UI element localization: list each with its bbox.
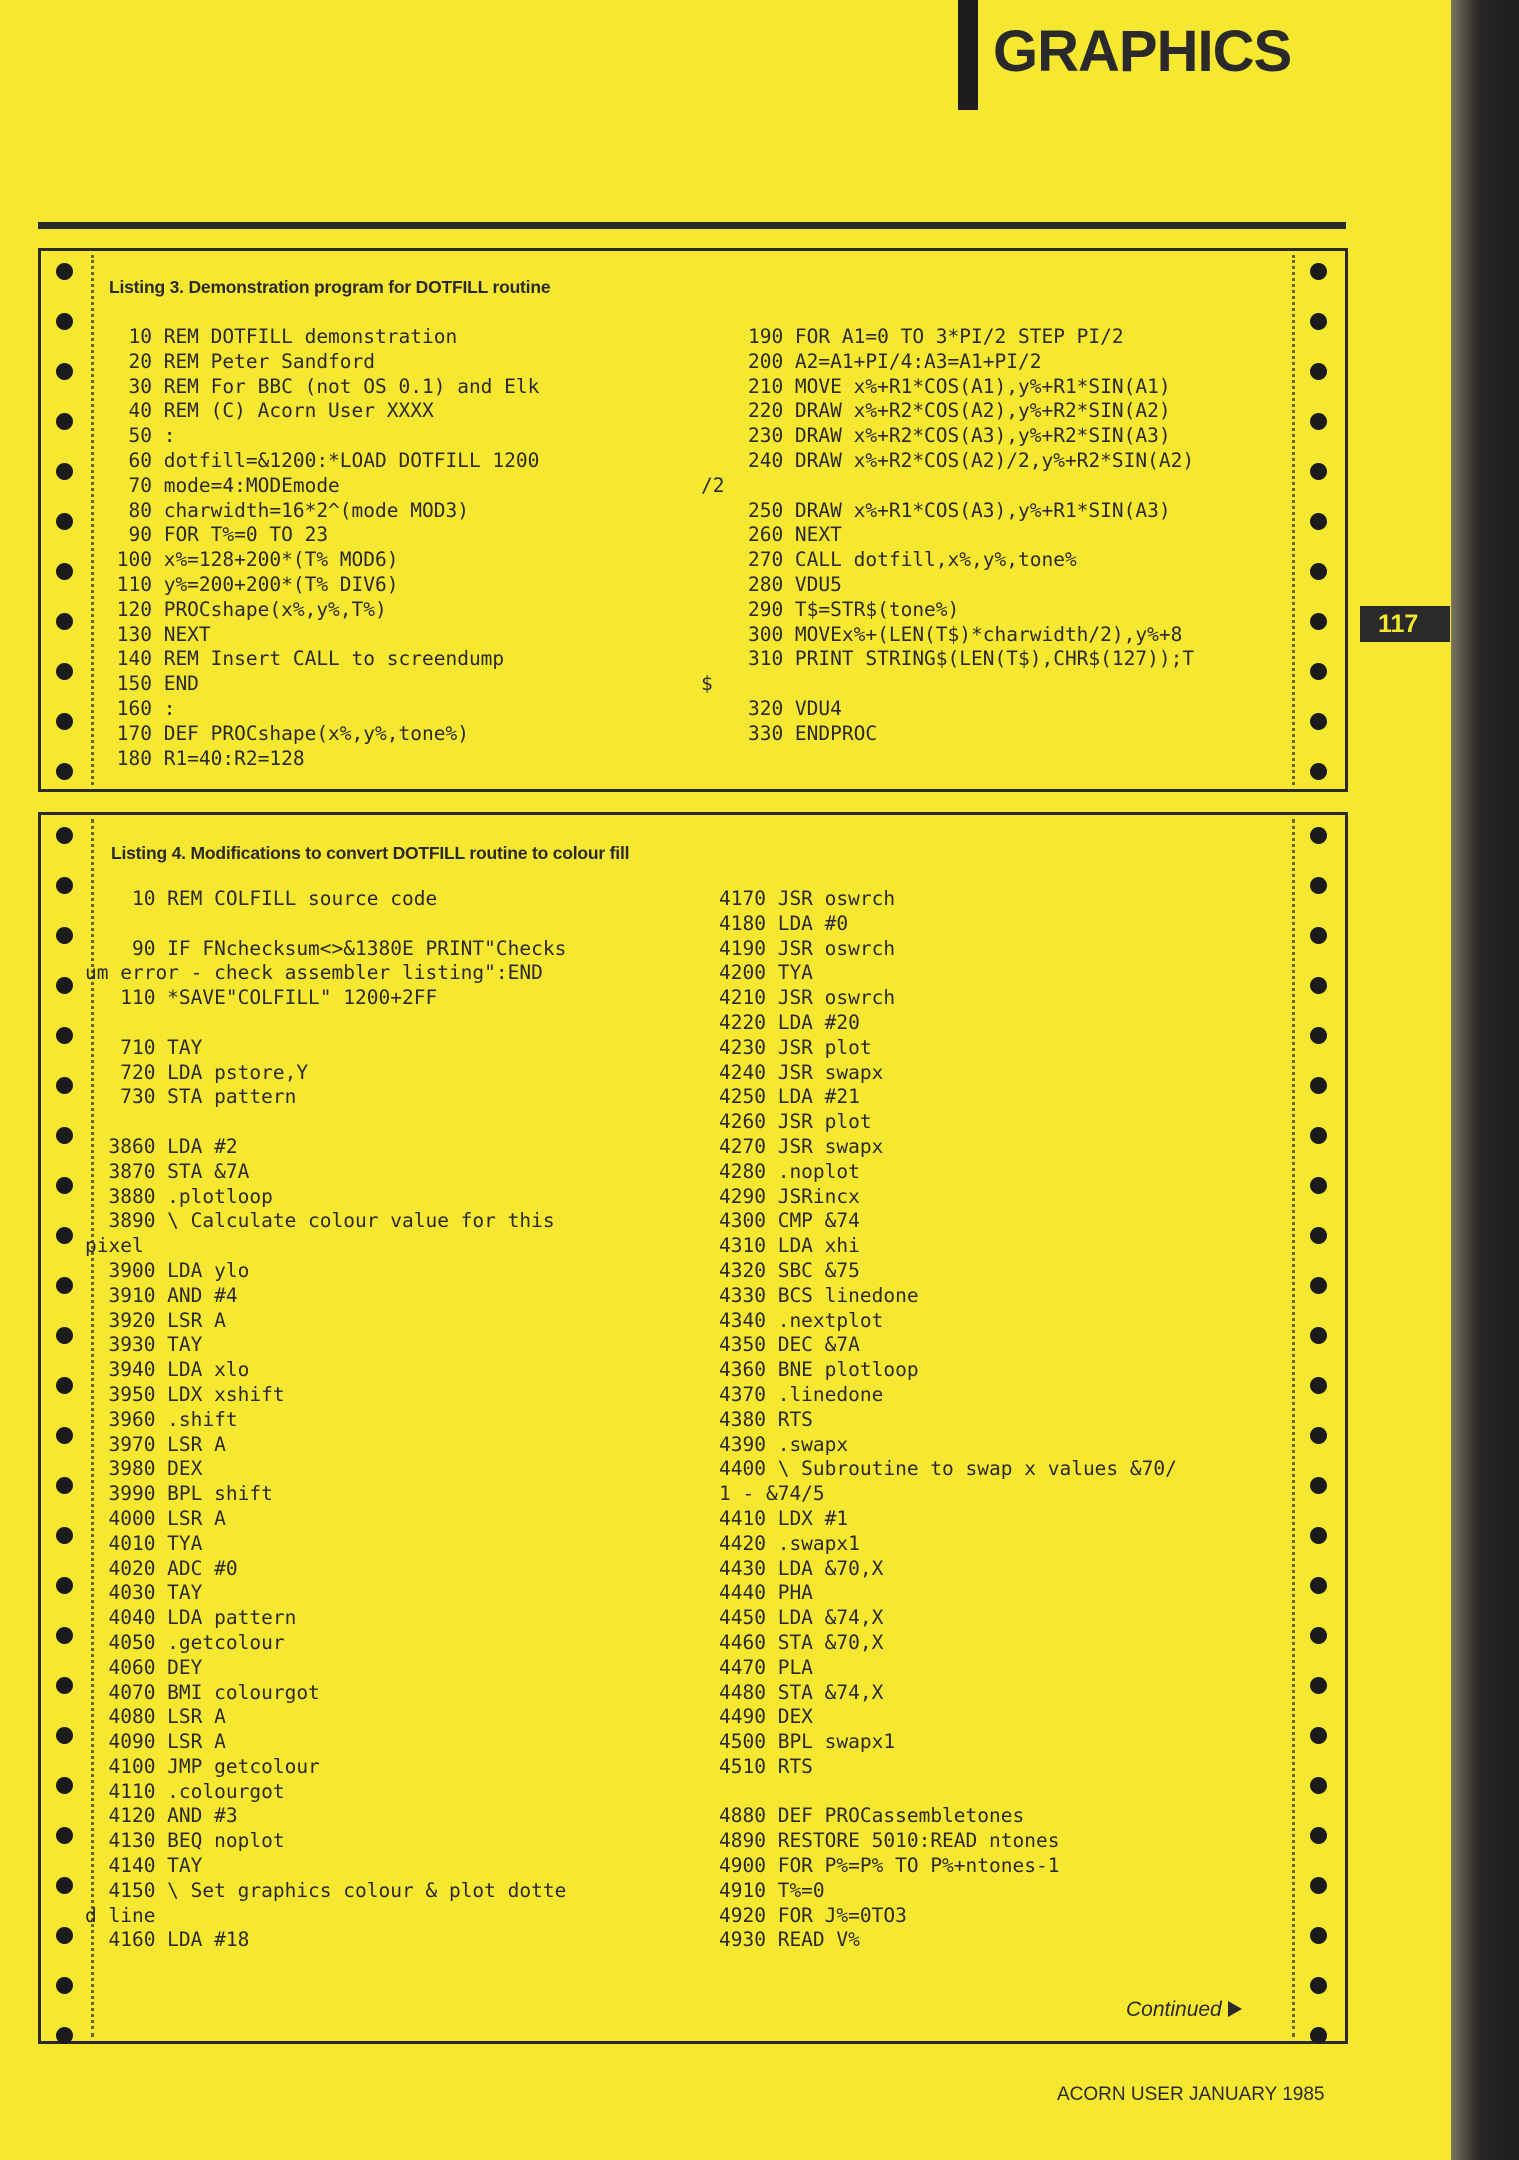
sprocket-hole [1310, 1677, 1327, 1694]
sprocket-hole [56, 463, 73, 480]
listing-4-code-left: 10 REM COLFILL source code 90 IF FNchecksum<>&1380E PRINT"Checks um error - check assembler listing":END 110 *SAVE"COLFILL" 1200+2FF 710 TAY 720 LDA pstore,Y 730 STA pattern 3860 LDA #2 3870 STA &7A 3880 .plotloop 3890 \ Calculate colour value for this pixel 3900 LDA ylo 3910 AND #4 3920 LSR A 3930 TAY 3940 LDA xlo 3950 LDX xshift 3960 .shift 3970 LSR A 3980 DEX 3990 BPL shift 4000 LSR A 4010 TYA 4020 ADC #0 4030 TAY 4040 LDA pattern 4050 .getcolour 4060 DEY 4070 BMI colourgot 4080 LSR A 4090 LSR A 4100 JMP getcolour 4110 .colourgot 4120 AND #3 4130 BEQ noplot 4140 TAY 4150 \ Set graphics colour & plot dotte d line 4160 LDA #18 [85, 887, 567, 1952]
sprocket-hole [1310, 613, 1327, 630]
sprocket-hole [1310, 463, 1327, 480]
listing-3-code-right: 190 FOR A1=0 TO 3*PI/2 STEP PI/2 200 A2=A1+PI/4:A3=A1+PI/2 210 MOVE x%+R1*COS(A1),y%+R1*SIN(A1) 220 DRAW x%+R2*COS(A2),y%+R2*SIN(A2) 230 DRAW x%+R2*COS(A3),y%+R2*SIN(A3) 240 DRAW x%+R2*COS(A2)/2,y%+R2*SIN(A2) /2 250 DRAW x%+R1*COS(A3),y%+R1*SIN(A3) 260 NEXT 270 CALL dotfill,x%,y%,tone% 280 VDU5 290 T$=STR$(tone%) 300 MOVEx%+(LEN(T$)*charwidth/2),y%+8 310 PRINT STRING$(LEN(T$),CHR$(127));T $ 320 VDU4 330 ENDPROC [701, 325, 1195, 745]
sprocket-hole [1310, 877, 1327, 894]
sprocket-hole [1310, 1977, 1327, 1994]
left-perforation [51, 815, 81, 2041]
sprocket-hole [56, 977, 73, 994]
sprocket-hole [56, 1927, 73, 1944]
listing-4-title: Listing 4. Modifications to convert DOTFILL routine to colour fill [111, 843, 630, 863]
sprocket-hole [1310, 763, 1327, 780]
sprocket-hole [56, 563, 73, 580]
sprocket-hole [56, 763, 73, 780]
sprocket-hole [1310, 1627, 1327, 1644]
sprocket-hole [1310, 713, 1327, 730]
sprocket-hole [56, 413, 73, 430]
sprocket-hole [1310, 977, 1327, 994]
sprocket-hole [1310, 1477, 1327, 1494]
header-block [958, 0, 978, 110]
perforation-line [1292, 255, 1295, 785]
sprocket-hole [56, 1727, 73, 1744]
perforation-line [1292, 819, 1295, 2037]
sprocket-hole [1310, 413, 1327, 430]
sprocket-hole [1310, 2027, 1327, 2044]
left-perforation [51, 251, 81, 789]
sprocket-hole [56, 1877, 73, 1894]
sprocket-hole [56, 1277, 73, 1294]
listing-3-title: Listing 3. Demonstration program for DOTFILL routine [109, 277, 551, 297]
sprocket-hole [56, 713, 73, 730]
sprocket-hole [56, 1027, 73, 1044]
sprocket-hole [56, 927, 73, 944]
sprocket-hole [1310, 1127, 1327, 1144]
sprocket-hole [1310, 1877, 1327, 1894]
sprocket-hole [1310, 1277, 1327, 1294]
footer-publication: ACORN USER JANUARY 1985 [1057, 2084, 1325, 2105]
sprocket-hole [1310, 1577, 1327, 1594]
sprocket-hole [1310, 1377, 1327, 1394]
section-title: GRAPHICS [993, 19, 1292, 84]
header-rule [38, 222, 1346, 229]
sprocket-hole [56, 1577, 73, 1594]
page-number: 117 [1360, 606, 1450, 642]
listing-4-panel [38, 812, 1348, 2044]
sprocket-hole [56, 1127, 73, 1144]
sprocket-hole [56, 1377, 73, 1394]
listing-3-panel [38, 248, 1348, 792]
sprocket-hole [56, 1477, 73, 1494]
page-gutter-shadow [1451, 0, 1519, 2160]
arrow-right-icon [1228, 2001, 1242, 2017]
sprocket-hole [56, 1077, 73, 1094]
sprocket-hole [56, 663, 73, 680]
sprocket-hole [56, 1777, 73, 1794]
perforation-line [91, 255, 94, 785]
sprocket-hole [1310, 1227, 1327, 1244]
sprocket-hole [1310, 663, 1327, 680]
sprocket-hole [1310, 1027, 1327, 1044]
continued-label: Continued [1126, 1998, 1222, 2021]
right-perforation [1305, 815, 1335, 2041]
sprocket-hole [1310, 1327, 1327, 1344]
sprocket-hole [56, 1427, 73, 1444]
sprocket-hole [56, 877, 73, 894]
sprocket-hole [56, 363, 73, 380]
sprocket-hole [1310, 313, 1327, 330]
sprocket-hole [1310, 1077, 1327, 1094]
sprocket-hole [56, 1327, 73, 1344]
continued-link[interactable] [1126, 1998, 1242, 2022]
sprocket-hole [1310, 1777, 1327, 1794]
sprocket-hole [56, 613, 73, 630]
sprocket-hole [56, 1677, 73, 1694]
sprocket-hole [1310, 1727, 1327, 1744]
sprocket-hole [1310, 827, 1327, 844]
sprocket-hole [1310, 1527, 1327, 1544]
sprocket-hole [1310, 1427, 1327, 1444]
sprocket-hole [1310, 563, 1327, 580]
sprocket-hole [56, 1627, 73, 1644]
sprocket-hole [56, 313, 73, 330]
sprocket-hole [56, 1527, 73, 1544]
sprocket-hole [1310, 263, 1327, 280]
sprocket-hole [1310, 927, 1327, 944]
sprocket-hole [1310, 1827, 1327, 1844]
sprocket-hole [56, 1177, 73, 1194]
listing-4-code-right: 4170 JSR oswrch 4180 LDA #0 4190 JSR oswrch 4200 TYA 4210 JSR oswrch 4220 LDA #20 4230 JSR plot 4240 JSR swapx 4250 LDA #21 4260 JSR plot 4270 JSR swapx 4280 .noplot 4290 JSRincx 4300 CMP &74 4310 LDA xhi 4320 SBC &75 4330 BCS linedone 4340 .nextplot 4350 DEC &7A 4360 BNE plotloop 4370 .linedone 4380 RTS 4390 .swapx 4400 \ Subroutine to swap x values &70/ 1 - &74/5 4410 LDX #1 4420 .swapx1 4430 LDA &70,X 4440 PHA 4450 LDA &74,X 4460 STA &70,X 4470 PLA 4480 STA &74,X 4490 DEX 4500 BPL swapx1 4510 RTS 4880 DEF PROCassembletones 4890 RESTORE 5010:READ ntones 4900 FOR P%=P% TO P%+ntones-1 4910 T%=0 4920 FOR J%=0TO3 4930 READ V% [719, 887, 1177, 1952]
sprocket-hole [56, 513, 73, 530]
sprocket-hole [56, 827, 73, 844]
sprocket-hole [56, 1827, 73, 1844]
listing-3-code-left: 10 REM DOTFILL demonstration 20 REM Peter Sandford 30 REM For BBC (not OS 0.1) and Elk 40 REM (C) Acorn User XXXX 50 : 60 dotfill=&1200:*LOAD DOTFILL 1200 70 mode=4:MODEmode 80 charwidth=16*2^(mode MOD3) 90 FOR T%=0 TO 23 100 x%=128+200*(T% MOD6) 110 y%=200+200*(T% DIV6) 120 PROCshape(x%,y%,T%) 130 NEXT 140 REM Insert CALL to screendump 150 END 160 : 170 DEF PROCshape(x%,y%,tone%) 180 R1=40:R2=128 [116, 325, 540, 770]
sprocket-hole [56, 1977, 73, 1994]
sprocket-hole [1310, 1177, 1327, 1194]
sprocket-hole [1310, 363, 1327, 380]
sprocket-hole [56, 2027, 73, 2044]
sprocket-hole [1310, 513, 1327, 530]
sprocket-hole [56, 1227, 73, 1244]
right-perforation [1305, 251, 1335, 789]
sprocket-hole [1310, 1927, 1327, 1944]
sprocket-hole [56, 263, 73, 280]
